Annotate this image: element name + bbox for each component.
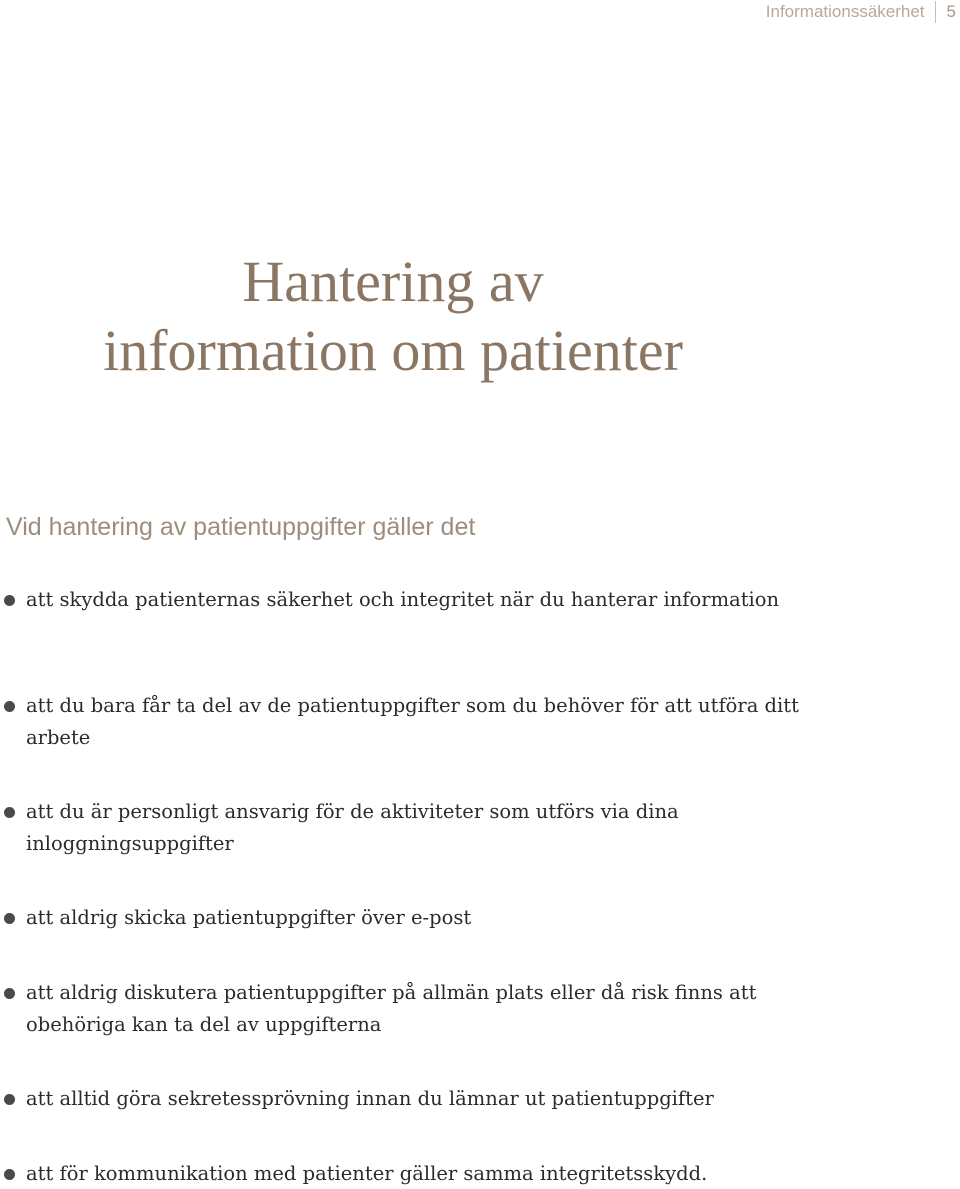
running-header <box>766 0 960 24</box>
title-line-1: Hantering av <box>242 249 544 314</box>
list-item <box>0 796 800 860</box>
list-item <box>0 977 800 1041</box>
bullet-icon <box>4 1169 15 1180</box>
list-item-text: att du är personligt ansvarig för de aktiviteter som utförs via dina inloggningsuppgifter <box>26 800 679 855</box>
bullet-icon <box>4 1094 15 1105</box>
lead-paragraph: Vid hantering av patientuppgifter gäller det <box>6 513 476 541</box>
list-item-text: att för kommunikation med patienter gäller samma integritetsskydd. <box>26 1162 708 1185</box>
list-item <box>0 902 800 934</box>
page-number: 5 <box>946 2 956 21</box>
list-item-text: att aldrig diskutera patientuppgifter på allmän plats eller då risk finns att obehöriga kan ta del av uppgifterna <box>26 981 757 1036</box>
list-item-text: att du bara får ta del av de patientuppgifter som du behöver för att utföra ditt arbete <box>26 694 799 749</box>
title-line-2: information om patienter <box>103 318 683 383</box>
list-item <box>0 1083 800 1115</box>
page-title <box>0 247 786 385</box>
bullet-icon <box>4 988 15 999</box>
list-item-text: att alltid göra sekretessprövning innan du lämnar ut patientuppgifter <box>26 1087 714 1110</box>
list-item-text: att skydda patienternas säkerhet och integritet när du hanterar information <box>26 588 780 611</box>
list-item <box>0 690 800 754</box>
list-item <box>0 1158 800 1189</box>
bullet-icon <box>4 913 15 924</box>
list-item <box>0 584 800 616</box>
list-item-text: att aldrig skicka patientuppgifter över e-post <box>26 906 472 929</box>
bullet-icon <box>4 807 15 818</box>
bullet-icon <box>4 701 15 712</box>
section-name: Informationssäkerhet <box>765 2 925 21</box>
bullet-icon <box>4 595 15 606</box>
